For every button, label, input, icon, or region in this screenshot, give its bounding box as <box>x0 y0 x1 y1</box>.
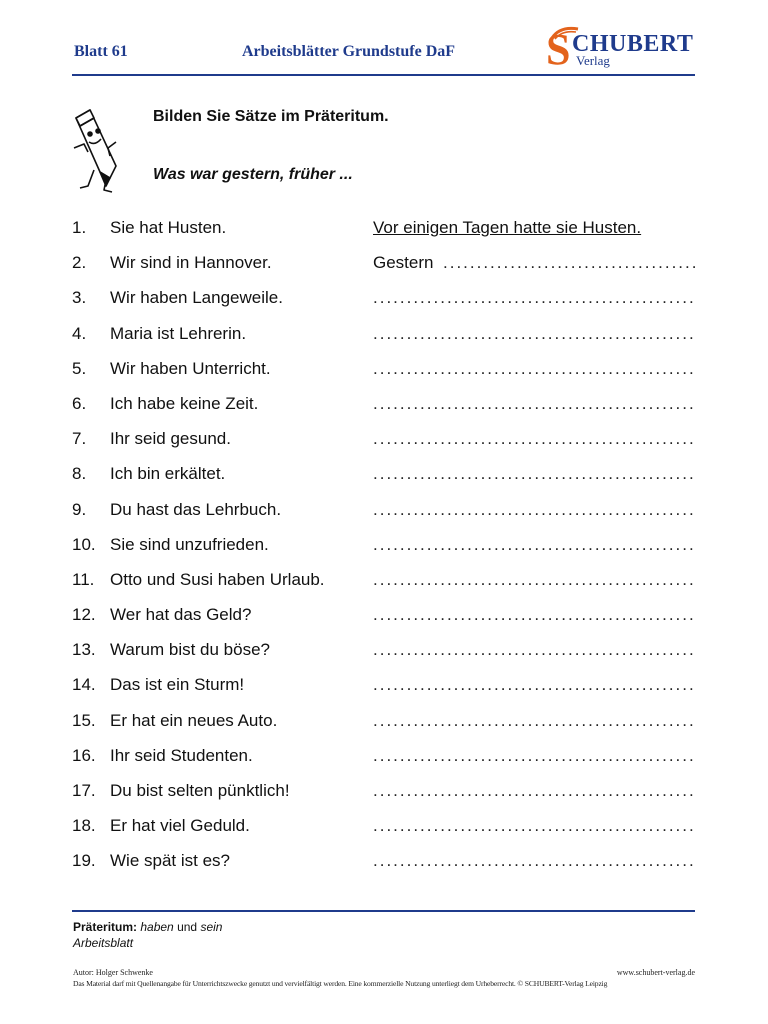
exercise-row <box>72 392 696 427</box>
footer-copyright: Das Material darf mit Quellenangabe für Unterrichtszwecke genutzt und vervielfältigt werden. Eine kommerzielle Nutzung unterliegt dem Urheberrecht. © SCHUBERT-Verlag Leipzig <box>73 979 608 988</box>
exercise-row <box>72 709 696 744</box>
exercise-number: 1. <box>72 218 87 237</box>
exercise-number: 5. <box>72 358 87 378</box>
topic-sein: sein <box>200 920 223 934</box>
logo-brand: CHUBERT <box>572 31 694 57</box>
publisher-logo <box>546 26 696 72</box>
exercise-sentence: Ihr seid Studenten. <box>110 745 253 765</box>
exercise-row <box>72 849 696 884</box>
answer-blank[interactable] <box>373 357 695 381</box>
answer-blank[interactable] <box>373 427 695 451</box>
exercise-row <box>72 251 696 286</box>
exercise-sentence: Sie hat Husten. <box>110 218 227 237</box>
exercise-number: 16. <box>72 745 96 765</box>
exercise-row <box>72 286 696 321</box>
series-title: Arbeitsblätter Grundstufe DaF <box>242 43 456 60</box>
exercise-row <box>72 322 696 357</box>
exercise-sentence: Das ist ein Sturm! <box>110 675 245 695</box>
exercise-sentence: Er hat viel Geduld. <box>110 816 250 836</box>
exercise-number: 14. <box>72 675 96 695</box>
answer-blank[interactable] <box>373 709 695 733</box>
exercise-sentence: Wer hat das Geld? <box>110 605 252 625</box>
answer-blank[interactable] <box>373 568 695 592</box>
exercise-number: 8. <box>72 464 87 484</box>
exercise-sentence: Ich bin erkältet. <box>110 464 226 484</box>
exercise-sentence: Maria ist Lehrerin. <box>110 323 247 343</box>
header-rule <box>72 74 695 76</box>
sheet-number: Blatt 61 <box>74 43 128 60</box>
exercise-sentence: Ihr seid gesund. <box>110 429 231 449</box>
answer-blank[interactable] <box>373 322 695 346</box>
topic-und: und <box>177 920 198 934</box>
exercise-row <box>72 779 696 814</box>
exercise-sentence: Er hat ein neues Auto. <box>110 710 278 730</box>
exercise-sentence: Ich habe keine Zeit. <box>110 393 259 413</box>
answer-blank[interactable] <box>373 673 695 697</box>
exercise-row <box>72 603 696 638</box>
exercise-row <box>72 216 696 251</box>
logo-letter-s: S <box>546 25 571 74</box>
exercise-row <box>72 427 696 462</box>
answer-blank[interactable] <box>373 638 695 662</box>
task-title: Bilden Sie Sätze im Präteritum. <box>153 108 389 125</box>
exercise-number: 7. <box>72 429 87 449</box>
exercise-sentence: Du hast das Lehrbuch. <box>110 499 282 519</box>
footer-type: Arbeitsblatt <box>73 936 134 950</box>
exercise-row <box>72 357 696 392</box>
answer-blank[interactable] <box>373 779 695 803</box>
exercise-number: 13. <box>72 640 96 660</box>
exercise-sentence: Warum bist du böse? <box>110 640 270 660</box>
answer-blank[interactable] <box>373 603 695 627</box>
exercise-sentence: Otto und Susi haben Urlaub. <box>110 569 325 589</box>
answer-prefix: Gestern <box>373 253 434 273</box>
exercise-number: 12. <box>72 605 96 625</box>
topic-haben: haben <box>140 920 174 934</box>
answer-blank[interactable] <box>373 814 695 838</box>
exercise-row <box>72 814 696 849</box>
exercise-number: 2. <box>72 253 87 273</box>
exercise-number: 10. <box>72 534 96 554</box>
logo-verlag: Verlag <box>576 53 610 68</box>
answer-blank[interactable] <box>443 251 695 275</box>
footer-topic <box>73 920 222 934</box>
answer-blank[interactable] <box>373 462 695 486</box>
exercise-number: 9. <box>72 499 87 519</box>
exercise-row <box>72 744 696 779</box>
exercise-number: 11. <box>72 569 95 589</box>
exercise-row <box>72 673 696 708</box>
exercise-sentence: Wir sind in Hannover. <box>110 253 272 273</box>
task-subtitle: Was war gestern, früher ... <box>153 166 353 183</box>
exercise-number: 15. <box>72 710 96 730</box>
pencil-mascot-icon <box>70 108 126 194</box>
topic-label: Präteritum: <box>73 920 138 934</box>
exercise-sentence: Wir haben Unterricht. <box>110 358 271 378</box>
exercise-number: 6. <box>72 393 87 413</box>
example-answer: Vor einigen Tagen hatte sie Husten. <box>373 218 642 237</box>
exercise-sentence: Wir haben Langeweile. <box>110 288 283 308</box>
exercise-row <box>72 462 696 497</box>
answer-blank[interactable] <box>373 286 695 310</box>
exercise-sentence: Sie sind unzufrieden. <box>110 534 269 554</box>
answer-blank[interactable] <box>373 744 695 768</box>
exercise-row <box>72 568 696 603</box>
answer-blank[interactable] <box>373 533 695 557</box>
answer-blank[interactable] <box>373 498 695 522</box>
exercise-number: 3. <box>72 288 87 308</box>
exercise-number: 17. <box>72 781 96 800</box>
exercise-row <box>72 638 696 673</box>
answer-blank[interactable] <box>373 849 695 873</box>
exercise-row <box>72 533 696 568</box>
exercise-number: 18. <box>72 816 96 836</box>
exercise-number: 19. <box>72 851 96 871</box>
exercise-row <box>72 498 696 533</box>
exercise-sentence: Wie spät ist es? <box>110 851 230 871</box>
exercise-sentence: Du bist selten pünktlich! <box>110 781 290 800</box>
footer-website[interactable]: www.schubert-verlag.de <box>616 968 695 977</box>
footer-author: Autor: Holger Schwenke <box>73 968 153 977</box>
footer-rule <box>72 910 695 912</box>
exercise-list <box>72 216 696 885</box>
exercise-number: 4. <box>72 323 87 343</box>
answer-blank[interactable] <box>373 392 695 416</box>
